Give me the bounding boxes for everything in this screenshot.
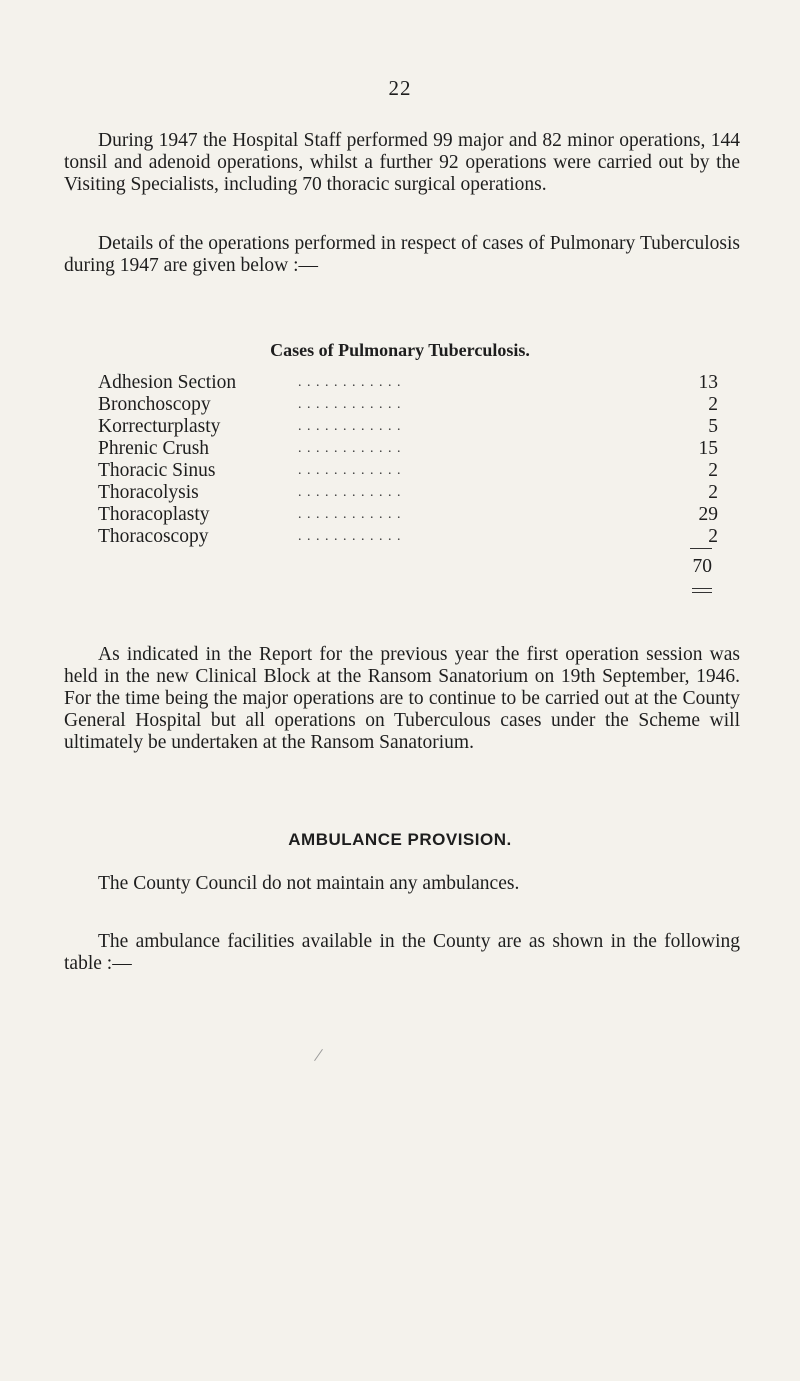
paragraph-no-ambulances: The County Council do not maintain any ambulances. xyxy=(98,873,520,894)
heading-cases-pulmonary-tuberculosis: Cases of Pulmonary Tuberculosis. xyxy=(270,340,530,360)
row-label: Korrecturplasty xyxy=(98,416,221,437)
row-value: 2 xyxy=(708,482,718,503)
row-value: 13 xyxy=(698,372,718,393)
row-value: 5 xyxy=(708,416,718,437)
row-value: 15 xyxy=(698,438,718,459)
paragraph-ambulance-facilities: The ambulance facilities available in the County are as shown in the following table :— xyxy=(64,931,740,974)
row-value: 2 xyxy=(708,460,718,481)
row-value: 2 xyxy=(708,526,718,547)
table-row xyxy=(98,416,718,438)
row-label: Bronchoscopy xyxy=(98,394,211,415)
row-label: Adhesion Section xyxy=(98,372,237,393)
heading-ambulance-provision: AMBULANCE PROVISION. xyxy=(288,830,512,849)
row-label: Thoracolysis xyxy=(98,482,199,503)
total-value: 70 xyxy=(692,556,712,577)
row-label: Phrenic Crush xyxy=(98,438,210,459)
row-label: Thoracoplasty xyxy=(98,504,210,525)
dot-leader: . . . . . . . . . . . . xyxy=(298,463,402,478)
dot-leader: . . . . . . . . . . . . xyxy=(298,419,402,434)
table-row xyxy=(98,526,718,548)
dot-leader: . . . . . . . . . . . . xyxy=(298,529,402,544)
paragraph-operations-summary: During 1947 the Hospital Staff performed 99 major and 82 minor operations, 144 tonsil and adenoid operations, whilst a further 92 operations were carried out by the Visiting Specialists, including 70 thoracic surgical operations. xyxy=(64,130,740,195)
table-row xyxy=(98,482,718,504)
paragraph-report-session: As indicated in the Report for the previous year the first operation session was held in the new Clinical Block at the Ransom Sanatorium on 19th September, 1946. For the time being the major operations are to continue to be carried out at the County General Hospital but all operations on Tuberculous cases under the Scheme will ultimately be undertaken at the Ransom Sanatorium. xyxy=(64,644,740,753)
table-row xyxy=(98,504,718,526)
table-row xyxy=(98,372,718,394)
stray-pencil-mark xyxy=(314,1049,323,1061)
table-row xyxy=(98,438,718,460)
row-label: Thoracoscopy xyxy=(98,526,209,547)
table-row xyxy=(98,394,718,416)
row-label: Thoracic Sinus xyxy=(98,460,216,481)
total-rule xyxy=(690,548,712,549)
row-value: 29 xyxy=(698,504,718,525)
dot-leader: . . . . . . . . . . . . xyxy=(298,507,402,522)
dot-leader: . . . . . . . . . . . . xyxy=(298,375,402,390)
operations-table xyxy=(98,372,718,548)
paragraph-details-intro: Details of the operations performed in respect of cases of Pulmonary Tuberculosis during 1947 are given below :— xyxy=(64,233,740,276)
total-double-rule xyxy=(692,588,712,593)
page-number: 22 xyxy=(388,76,412,100)
dot-leader: . . . . . . . . . . . . xyxy=(298,441,402,456)
dot-leader: . . . . . . . . . . . . xyxy=(298,397,402,412)
dot-leader: . . . . . . . . . . . . xyxy=(298,485,402,500)
row-value: 2 xyxy=(708,394,718,415)
table-row xyxy=(98,460,718,482)
